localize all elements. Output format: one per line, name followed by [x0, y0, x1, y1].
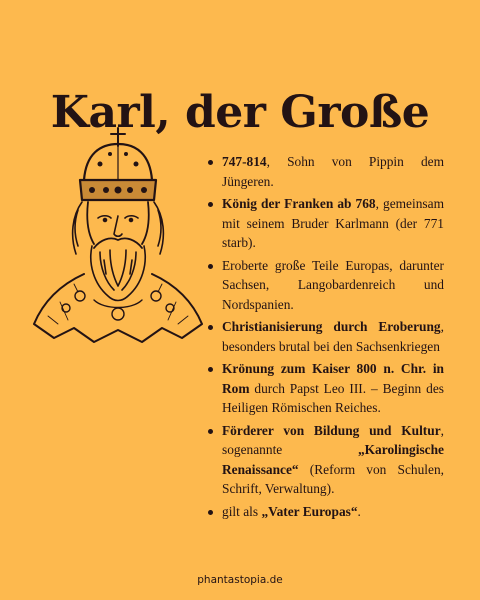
- fact-text: , Sohn von Pippin dem Jüngeren.: [222, 154, 444, 189]
- fact-item: [204, 256, 444, 315]
- fact-bold: Christianisierung durch Eroberung: [222, 319, 441, 334]
- hair: [73, 202, 164, 254]
- fact-item: [204, 421, 444, 499]
- fact-bold: Krönung zum Kaiser 800 n. Chr. in Rom: [222, 361, 444, 396]
- fact-item: [204, 152, 444, 191]
- fact-item: [204, 317, 444, 356]
- footer-site-name: phantastopia.de: [197, 574, 283, 586]
- fact-bold: König der Franken ab 768: [222, 196, 376, 211]
- fact-item: [204, 502, 444, 522]
- fact-text: , besonders brutal bei den Sachsenkriegen: [222, 319, 444, 354]
- cloak-hatching: [48, 284, 188, 324]
- mustache: [94, 238, 142, 248]
- collar-jewels: [62, 291, 174, 320]
- facts-list: [204, 152, 444, 524]
- fact-bold: Förderer von Bildung und Kultur: [222, 422, 441, 438]
- face: [87, 202, 149, 244]
- fact-bold: „Vater Europas“: [261, 503, 358, 519]
- fact-text: Eroberte große Teile Europas, darunter Sachsen, Langobardenreich und Nordspanien.: [222, 257, 444, 312]
- nose: [114, 216, 122, 236]
- page-title: Karl, der Große: [50, 87, 430, 139]
- fact-bold: „Karolingische Renaissance“: [222, 442, 444, 477]
- fact-text: .: [357, 503, 361, 519]
- fact-text: gilt als: [222, 503, 262, 519]
- fact-item: [204, 194, 444, 253]
- beard: [91, 246, 145, 301]
- charlemagne-portrait: [14, 124, 214, 354]
- fact-text: , gemeinsam mit seinem Bruder Karlmann (der 771 starb).: [222, 196, 444, 250]
- fact-item: [204, 359, 444, 418]
- fact-text: durch Papst Leo III. – Beginn des Heiligen Römischen Reiches.: [222, 380, 444, 415]
- fact-text: (Reform von Schulen, Schrift, Verwaltung).: [222, 461, 444, 496]
- fact-text: , sogenannte: [222, 422, 444, 457]
- fact-bold: 747-814: [222, 154, 267, 169]
